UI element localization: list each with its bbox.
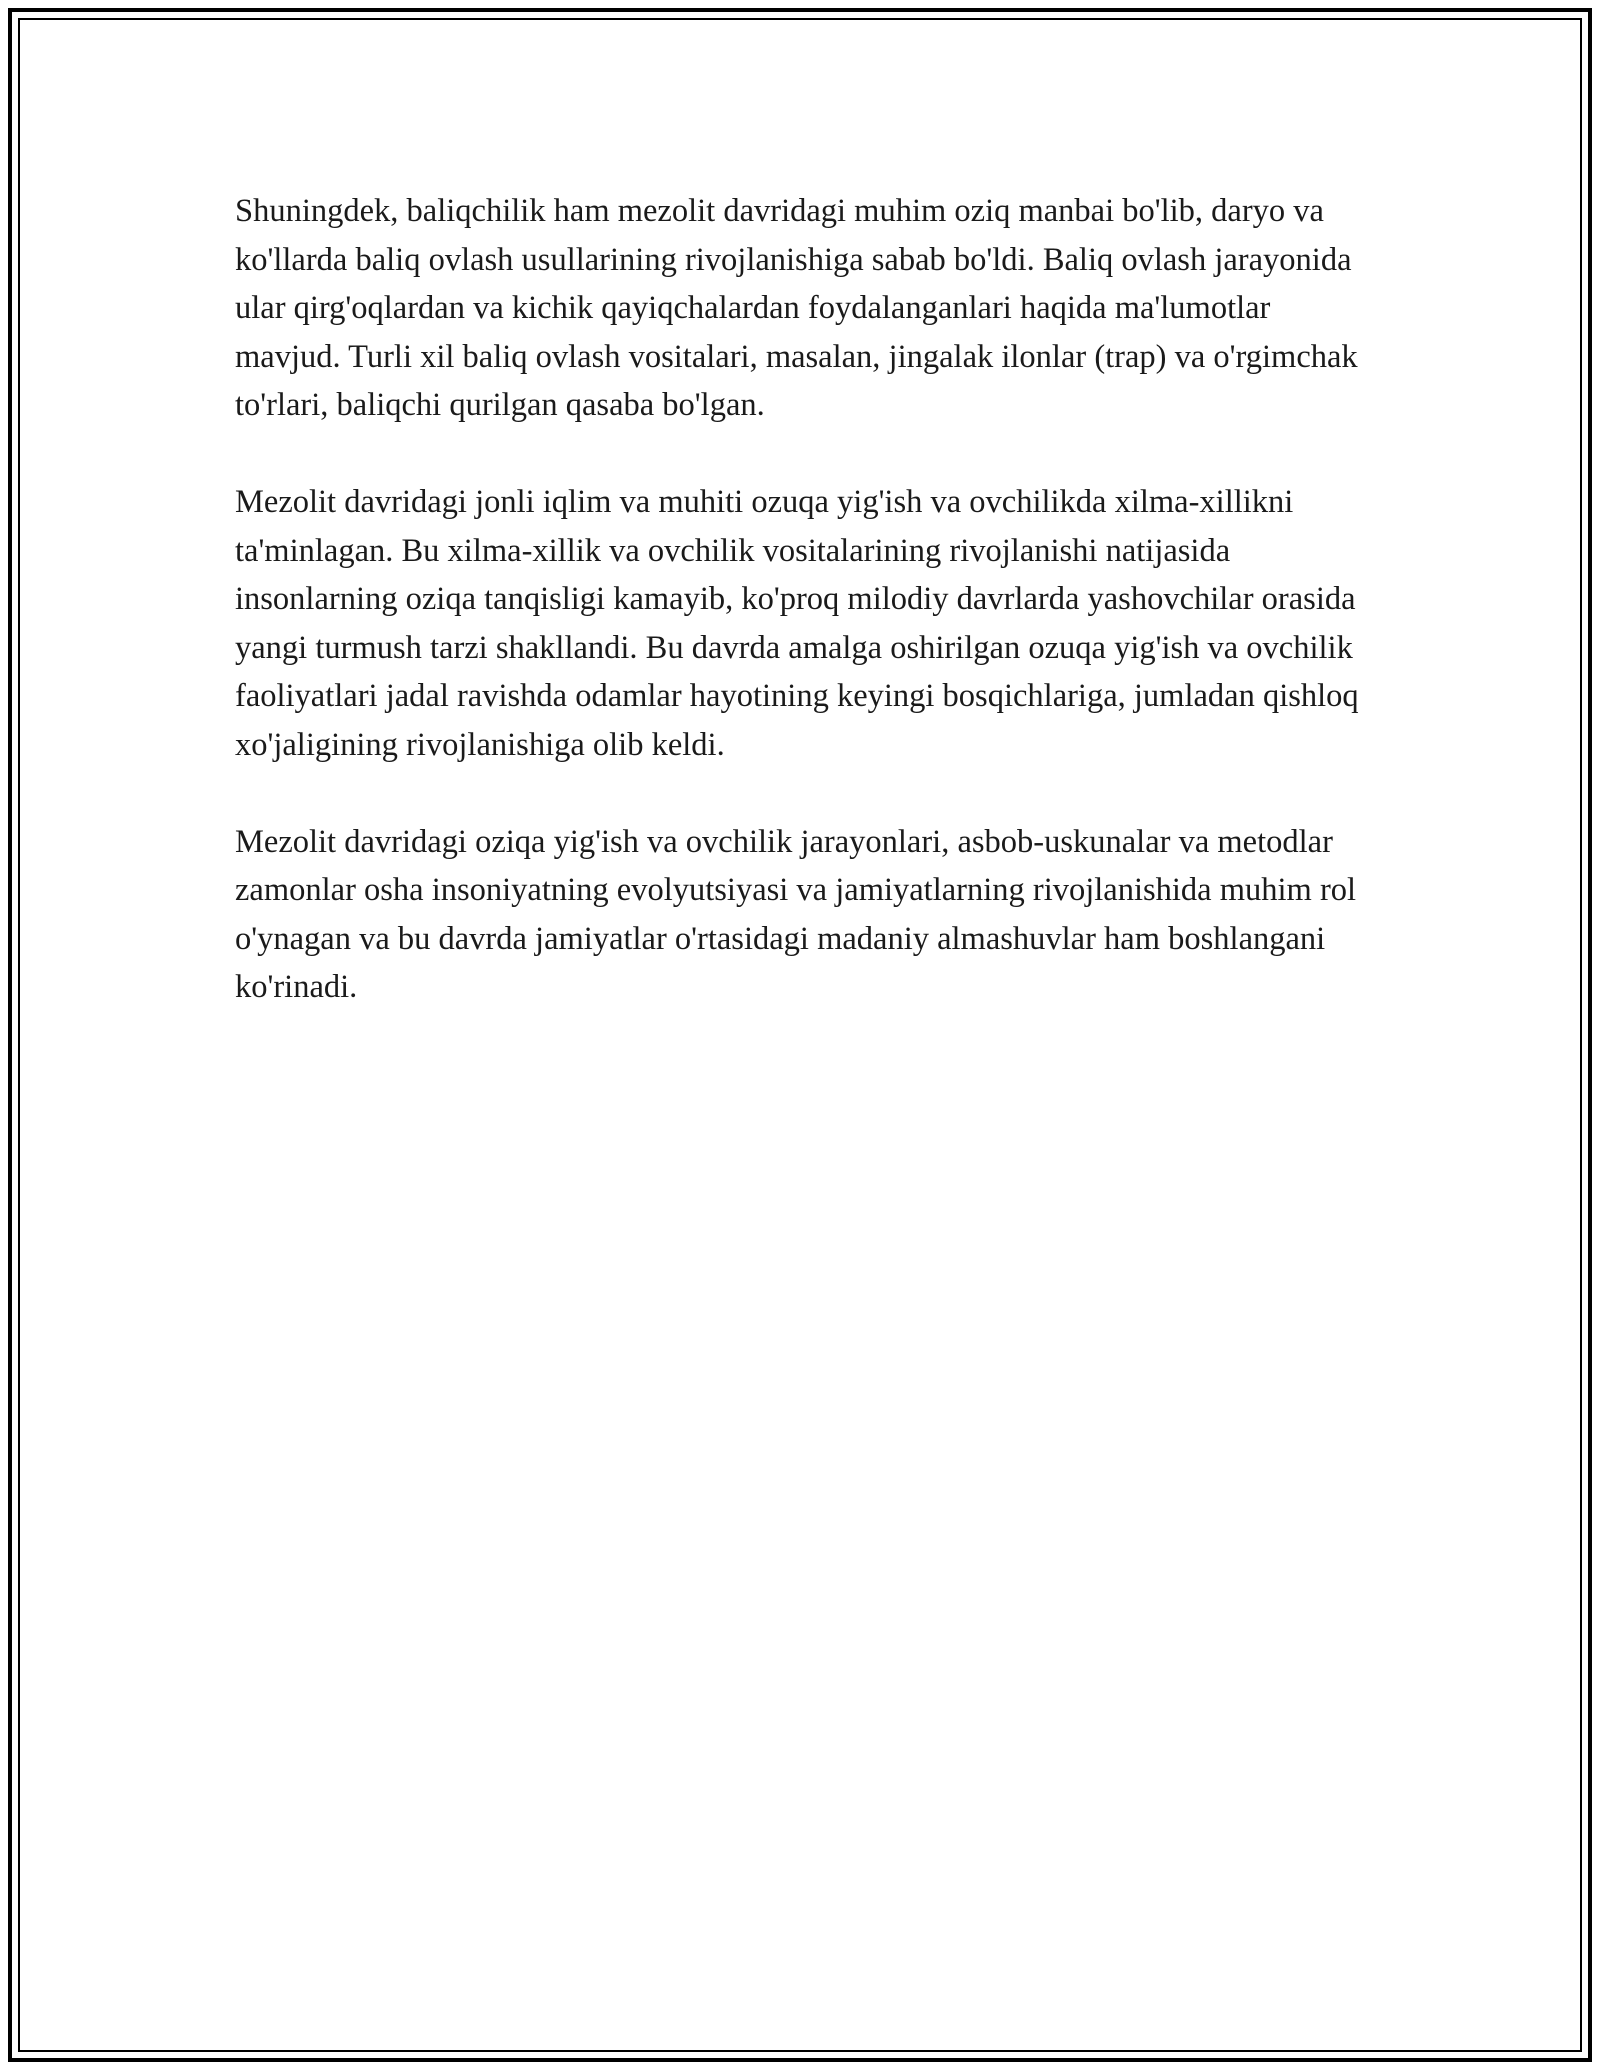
paragraph: Shuningdek, baliqchilik ham mezolit davridagi muhim oziq manbai bo'lib, daryo va ko'llarda baliq ovlash usullarining rivojlanishiga sabab bo'ldi. Baliq ovlash jarayonida ular qirg'oqlardan va kichik qayiqchalardan foydalanganlari haqida ma'lumotlar mavjud. Turli xil baliq ovlash vositalari, masalan, jingalak ilonlar (trap) va o'rgimchak to'rlari, baliqchi qurilgan qasaba bo'lgan. — [235, 193, 1358, 423]
paragraph: Mezolit davridagi oziqa yig'ish va ovchilik jarayonlari, asbob-uskunalar va metodlar zamonlar osha insoniyatning evolyutsiyasi va jamiyatlarning rivojlanishida muhim rol o'ynagan va bu davrda jamiyatlar o'rtasidagi madaniy almashuvlar ham boshlangani ko'rinadi. — [235, 823, 1357, 1005]
document-body — [235, 187, 1375, 1060]
paragraph: Mezolit davridagi jonli iqlim va muhiti ozuqa yig'ish va ovchilikda xilma-xillikni ta'minlagan. Bu xilma-xillik va ovchilik vositalarining rivojlanishi natijasida insonlarning oziqa tanqisligi kamayib, ko'proq milodiy davrlarda yashovchilar orasida yangi turmush tarzi shakllandi. Bu davrda amalga oshirilgan ozuqa yig'ish va ovchilik faoliyatlari jadal ravishda odamlar hayotining keyingi bosqichlariga, jumladan qishloq xo'jaligining rivojlanishiga olib keldi. — [235, 484, 1359, 763]
